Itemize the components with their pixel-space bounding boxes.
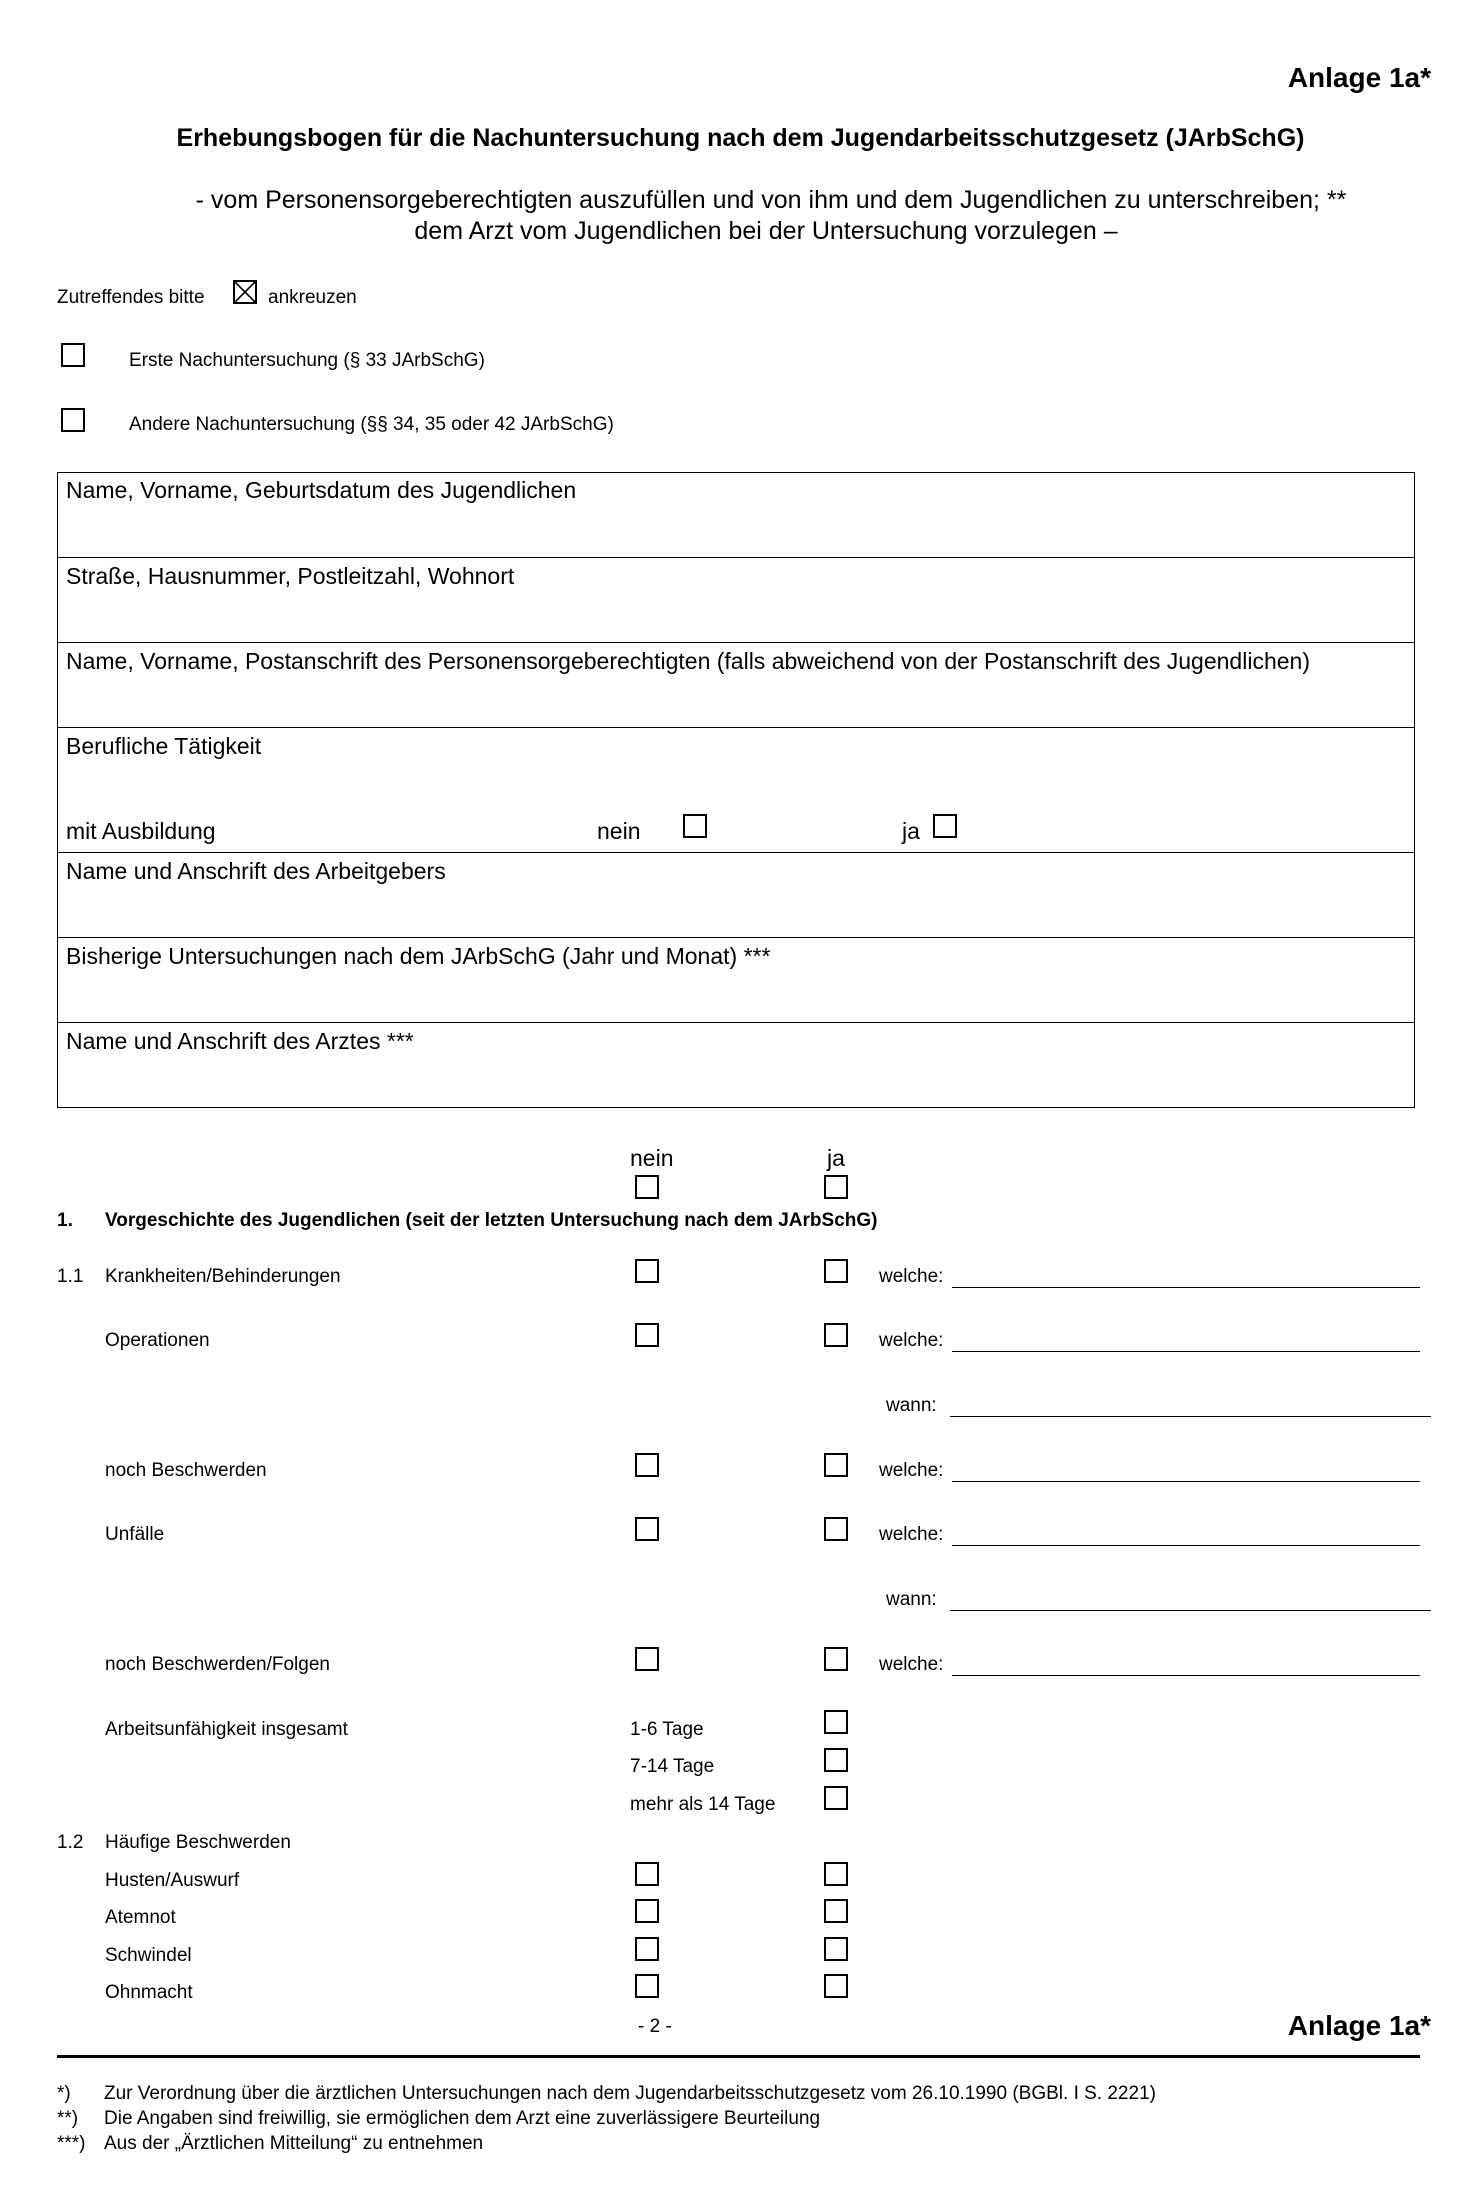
header-nein-checkbox[interactable] <box>635 1175 659 1199</box>
haeufige-beschwerden-label: Häufige Beschwerden <box>105 1832 291 1853</box>
training-label: mit Ausbildung <box>66 818 216 844</box>
complaint-label: Schwindel <box>105 1945 192 1966</box>
noch-beschwerden-welche-field[interactable] <box>952 1481 1420 1482</box>
first-exam-label: Erste Nachuntersuchung (§ 33 JArbSchG) <box>129 350 485 371</box>
complaint-label: Husten/Auswurf <box>105 1870 240 1891</box>
page-title: Erhebungsbogen für die Nachuntersuchung nach dem Jugendarbeitsschutzgesetz (JArbSchG) <box>176 124 1305 152</box>
page-number: - 2 - <box>638 2016 672 2037</box>
footnote-text: Aus der „Ärztlichen Mitteilung“ zu entnehmen <box>104 2133 484 2154</box>
krankheiten-nein-checkbox[interactable] <box>635 1259 659 1283</box>
youth-name-label: Name, Vorname, Geburtsdatum des Jugendlichen <box>66 477 577 503</box>
doctor-field[interactable] <box>57 1022 1415 1108</box>
section-number: 1. <box>57 1210 73 1231</box>
column-header-ja: ja <box>827 1145 845 1171</box>
schwindel-ja-checkbox[interactable] <box>824 1937 848 1961</box>
guardian-field[interactable] <box>57 642 1415 727</box>
address-label: Straße, Hausnummer, Postleitzahl, Wohnort <box>66 563 515 589</box>
footnote-text: Zur Verordnung über die ärztlichen Untersuchungen nach dem Jugendarbeitsschutzgesetz vom 26.10.1990 (BGBl. I S. 2221) <box>104 2083 1156 2104</box>
row-number-1-1: 1.1 <box>57 1266 84 1287</box>
au-7-14-checkbox[interactable] <box>824 1748 848 1772</box>
folgen-welche-field[interactable] <box>952 1675 1420 1676</box>
folgen-nein-checkbox[interactable] <box>635 1647 659 1671</box>
training-nein-checkbox[interactable] <box>683 814 707 838</box>
noch-beschwerden-welche-label: welche: <box>879 1460 944 1481</box>
unfaelle-ja-checkbox[interactable] <box>824 1517 848 1541</box>
subtitle-line-1: - vom Personensorgeberechtigten auszufüllen und von ihm und dem Jugendlichen zu unterschreiben; ** <box>195 186 1347 214</box>
instruction-text-after: ankreuzen <box>268 287 357 308</box>
job-field[interactable] <box>57 727 1415 852</box>
husten-nein-checkbox[interactable] <box>635 1862 659 1886</box>
doctor-label: Name und Anschrift des Arztes *** <box>66 1028 414 1054</box>
column-header-nein: nein <box>630 1145 674 1171</box>
atemnot-nein-checkbox[interactable] <box>635 1899 659 1923</box>
guardian-label: Name, Vorname, Postanschrift des Personensorgeberechtigten (falls abweichend von der Postanschrift des Jugendlichen) <box>66 648 1310 674</box>
krankheiten-welche-label: welche: <box>879 1266 944 1287</box>
youth-name-field[interactable] <box>57 472 1415 557</box>
employer-label: Name und Anschrift des Arbeitgebers <box>66 858 446 884</box>
unfaelle-welche-label: welche: <box>879 1524 944 1545</box>
unfaelle-welche-field[interactable] <box>952 1545 1420 1546</box>
husten-ja-checkbox[interactable] <box>824 1862 848 1886</box>
operationen-wann-label: wann: <box>886 1395 937 1416</box>
footnote-mark: ***) <box>57 2133 86 2154</box>
unfaelle-wann-field[interactable] <box>950 1610 1431 1611</box>
footer-anlage-label: Anlage 1a* <box>1287 2010 1431 2041</box>
row-label-unfaelle: Unfälle <box>105 1524 165 1545</box>
folgen-welche-label: welche: <box>879 1654 944 1675</box>
atemnot-ja-checkbox[interactable] <box>824 1899 848 1923</box>
krankheiten-ja-checkbox[interactable] <box>824 1259 848 1283</box>
footnote-mark: *) <box>57 2083 71 2104</box>
training-nein-label: nein <box>597 818 641 844</box>
operationen-ja-checkbox[interactable] <box>824 1323 848 1347</box>
au-1-6-checkbox[interactable] <box>824 1710 848 1734</box>
row-number-1-2: 1.2 <box>57 1832 84 1853</box>
other-exam-label: Andere Nachuntersuchung (§§ 34, 35 oder 42 JArbSchG) <box>129 414 614 435</box>
row-label-noch-beschwerden-folgen: noch Beschwerden/Folgen <box>105 1654 330 1675</box>
footnote-mark: **) <box>57 2108 79 2129</box>
schwindel-nein-checkbox[interactable] <box>635 1937 659 1961</box>
operationen-welche-label: welche: <box>879 1330 944 1351</box>
unfaelle-wann-label: wann: <box>886 1589 937 1610</box>
header-ja-checkbox[interactable] <box>824 1175 848 1199</box>
au-label: Arbeitsunfähigkeit insgesamt <box>105 1719 348 1740</box>
section-title: Vorgeschichte des Jugendlichen (seit der letzten Untersuchung nach dem JArbSchG) <box>105 1210 878 1231</box>
operationen-wann-field[interactable] <box>950 1416 1431 1417</box>
footnote-text: Die Angaben sind freiwillig, sie ermöglichen dem Arzt eine zuverlässigere Beurteilung <box>104 2108 821 2129</box>
previous-exams-label: Bisherige Untersuchungen nach dem JArbSchG (Jahr und Monat) *** <box>66 943 771 969</box>
folgen-ja-checkbox[interactable] <box>824 1647 848 1671</box>
noch-beschwerden-ja-checkbox[interactable] <box>824 1453 848 1477</box>
operationen-nein-checkbox[interactable] <box>635 1323 659 1347</box>
employer-field[interactable] <box>57 852 1415 937</box>
other-exam-checkbox[interactable] <box>61 408 85 432</box>
au-option-label: 7-14 Tage <box>630 1756 715 1777</box>
row-label-operationen: Operationen <box>105 1330 210 1351</box>
complaint-label: Atemnot <box>105 1907 176 1928</box>
previous-exams-field[interactable] <box>57 937 1415 1022</box>
first-exam-checkbox[interactable] <box>61 343 85 367</box>
operationen-welche-field[interactable] <box>952 1351 1420 1352</box>
au-option-label: 1-6 Tage <box>630 1719 704 1740</box>
noch-beschwerden-nein-checkbox[interactable] <box>635 1453 659 1477</box>
ohnmacht-ja-checkbox[interactable] <box>824 1974 848 1998</box>
au-option-label: mehr als 14 Tage <box>630 1794 776 1815</box>
instruction-text: Zutreffendes bitte <box>57 287 205 308</box>
example-crossed-checkbox-icon <box>233 280 257 304</box>
subtitle-line-2: dem Arzt vom Jugendlichen bei der Untersuchung vorzulegen – <box>414 217 1118 245</box>
complaint-label: Ohnmacht <box>105 1982 193 2003</box>
row-label-krankheiten: Krankheiten/Behinderungen <box>105 1266 341 1287</box>
address-field[interactable] <box>57 557 1415 642</box>
anlage-label: Anlage 1a* <box>1287 62 1431 93</box>
footer-divider <box>57 2055 1420 2058</box>
ohnmacht-nein-checkbox[interactable] <box>635 1974 659 1998</box>
training-ja-label: ja <box>902 818 920 844</box>
training-ja-checkbox[interactable] <box>933 814 957 838</box>
unfaelle-nein-checkbox[interactable] <box>635 1517 659 1541</box>
au-mehr-14-checkbox[interactable] <box>824 1786 848 1810</box>
row-label-noch-beschwerden: noch Beschwerden <box>105 1460 267 1481</box>
krankheiten-welche-field[interactable] <box>952 1287 1420 1288</box>
job-label: Berufliche Tätigkeit <box>66 733 262 759</box>
